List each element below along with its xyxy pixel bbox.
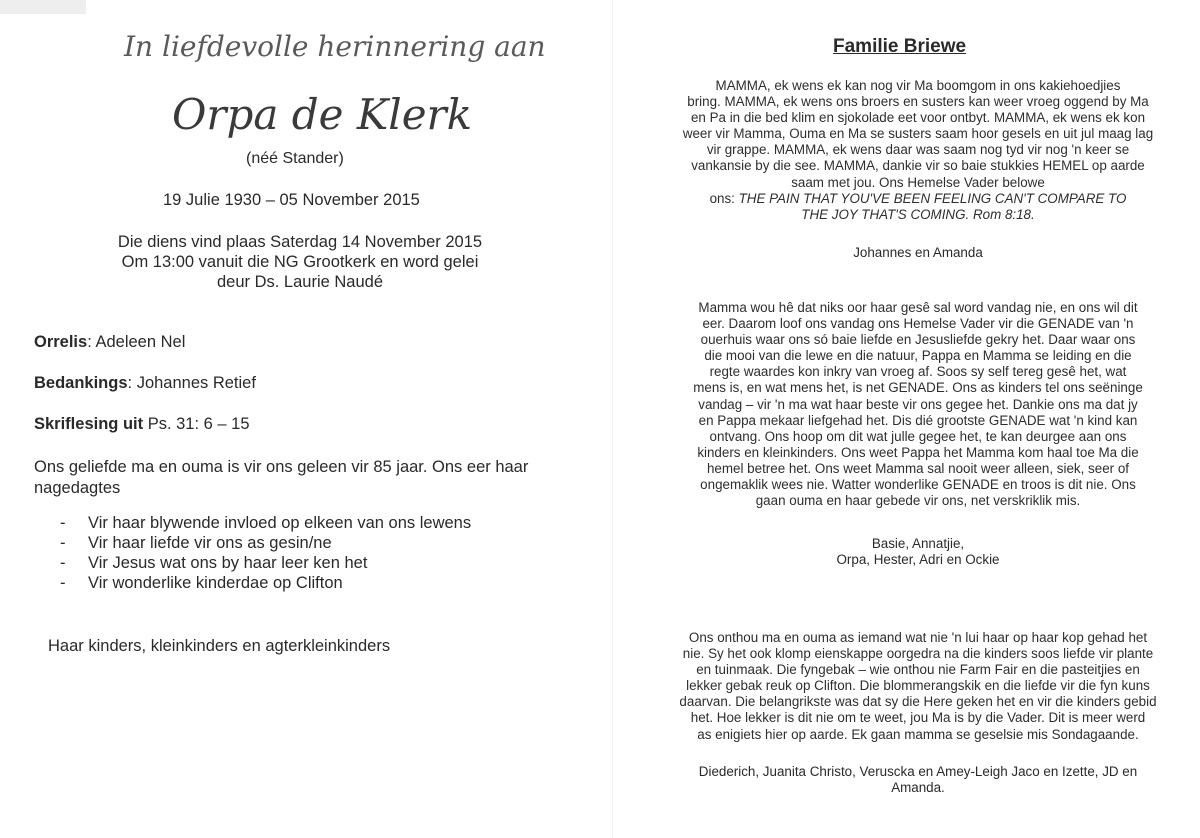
letter-1: MAMMA, ek wens ek kan nog vir Ma boomgom in ons kakiehoedjies bring. MAMMA, ek wens ons broers en susters kan weer vroeg oggend by Ma en Pa in die bed klim en sjokolade eet voor ontbyt. MAMMA, ek wens ek kon weer vir Mamma, Ouma en Ma se susters saam hoor gesels en uit jul maag lag vir grappe. MAMMA, ek wens daar was saam nog tyd vir nog 'n keer se vankansie by die see. MAMMA, dankie vir so baie stukkies HEMEL op aarde saam met jou. Ons Hemelse Vader belowe ons: THE PAIN THAT YOU'VE BEEN FEELING CAN'T COMPARE TO THE JOY THAT'S COMING. Rom 8:18. [638,78,1198,223]
deceased-name: Orpa de Klerk [172,90,473,139]
list-item: - Vir Jesus wat ons by haar leer ken het [60,554,368,572]
bullet-dash: - [60,534,66,552]
tribute-text: Ons geliefde ma en ouma is vir ons geleen vir 85 jaar. Ons eer haar nagedagtes [34,458,529,497]
scripture-label: Skriflesing uit [34,415,144,433]
letter-3-signature: Diederich, Juanita Christo, Veruscka en Amey-Leigh Jaco en Izette, JD en Amanda. [698,764,1138,796]
organist-label: Orrelis [34,333,88,351]
scripture-quote: ons: THE PAIN THAT YOU'VE BEEN FEELING CAN'T COMPARE TO [709,190,1127,206]
scripture-value: Ps. 31: 6 – 15 [143,415,250,433]
bullet-dash: - [60,574,66,592]
letter-2: Mamma wou hê dat niks oor haar gesê sal word vandag nie, en ons wil dit eer. Daarom loof ons vandag ons Hemelse Vader vir die GENADE van 'n ouerhuis waar ons só baie liefde en Jesusliefde gekry het. Daar waar ons die mooi van die lewe en die natuur, Pappa en Mamma se leiding en die regte waardes kon inkry van vroeg af. Soos sy self tereg gesê het, wat mens is, en wat mens het, is net GENADE. Ons as kinders tel ons seëninge vandag – vir 'n ma wat haar beste vir ons gegee het. Dankie ons ma dat jy en Pappa mekaar liefgehad het. Dis dié grootste GENADE wat 'n kind kan ontvang. Ons hoop om dit wat julle gegee het, te kan deurgee aan ons kinders en kleinkinders. Ons weet Pappa het Mamma kom haal toe Ma die hemel betree het. Ons weet Mamma sal nooit weer alleen, siek, seer of ongemaklik wees nie. Watter wonderlike GENADE en troos is dit nie. Ons gaan ouma en haar gebede vir ons, net verskriklik mis. [693,300,1143,509]
tribute-list [60,513,471,593]
letter-2-signature: Basie, Annatjie, Orpa, Hester, Adri en Ockie [836,536,1000,568]
thanks-field [34,374,256,393]
bullet-dash: - [60,514,66,532]
thanks-label: Bedankings [34,374,128,392]
service-line: deur Ds. Laurie Naudé [216,273,383,291]
service-line: Om 13:00 vanuit die NG Grootkerk en word gelei [121,253,479,271]
memorial-heading: In liefdevolle herinnering aan [124,30,546,63]
life-dates: 19 Julie 1930 – 05 November 2015 [163,191,420,209]
letter-3: Ons onthou ma en ouma as iemand wat nie 'n lui haar op haar kop gehad het nie. Sy het ook klomp eienskappe oorgedra na die kinders soos liefde vir plante en tuinmaak. Die fyngebak – wie onthou nie Farm Fair en die pasteitjies en lekker gebak reuk op Clifton. Die blommerangskik en die liefde vir die fyn kuns daarvan. Die belangrikste was dat sy die Here geken het en vir die kinders gebid het. Hoe lekker is dit nie om te weet, jou Ma is by die Vader. Dit is meer werd as enigiets hier op aarde. Ek gaan mamma se geselsie mis Sondagaande. [679,630,1157,742]
list-item: - Vir wonderlike kinderdae op Clifton [60,574,343,592]
organist-value: : Adeleen Nel [87,333,186,351]
list-item: - Vir haar blywende invloed op elkeen van ons lewens [60,514,472,532]
letters-heading: Familie Briewe [833,36,967,57]
letter-1-signature: Johannes en Amanda [853,245,983,260]
organist-field [34,333,185,352]
service-details [92,232,508,292]
service-line: Die diens vind plaas Saterdag 14 November 2015 [117,233,483,251]
bullet-dash: - [60,554,66,572]
maiden-name: (néé Stander) [246,150,344,167]
list-item: - Vir haar liefde vir ons as gesin/ne [60,534,332,552]
thanks-value: : Johannes Retief [127,374,256,392]
scripture-field [34,415,250,434]
family-signoff: Haar kinders, kleinkinders en agterkleinkinders [48,637,391,655]
